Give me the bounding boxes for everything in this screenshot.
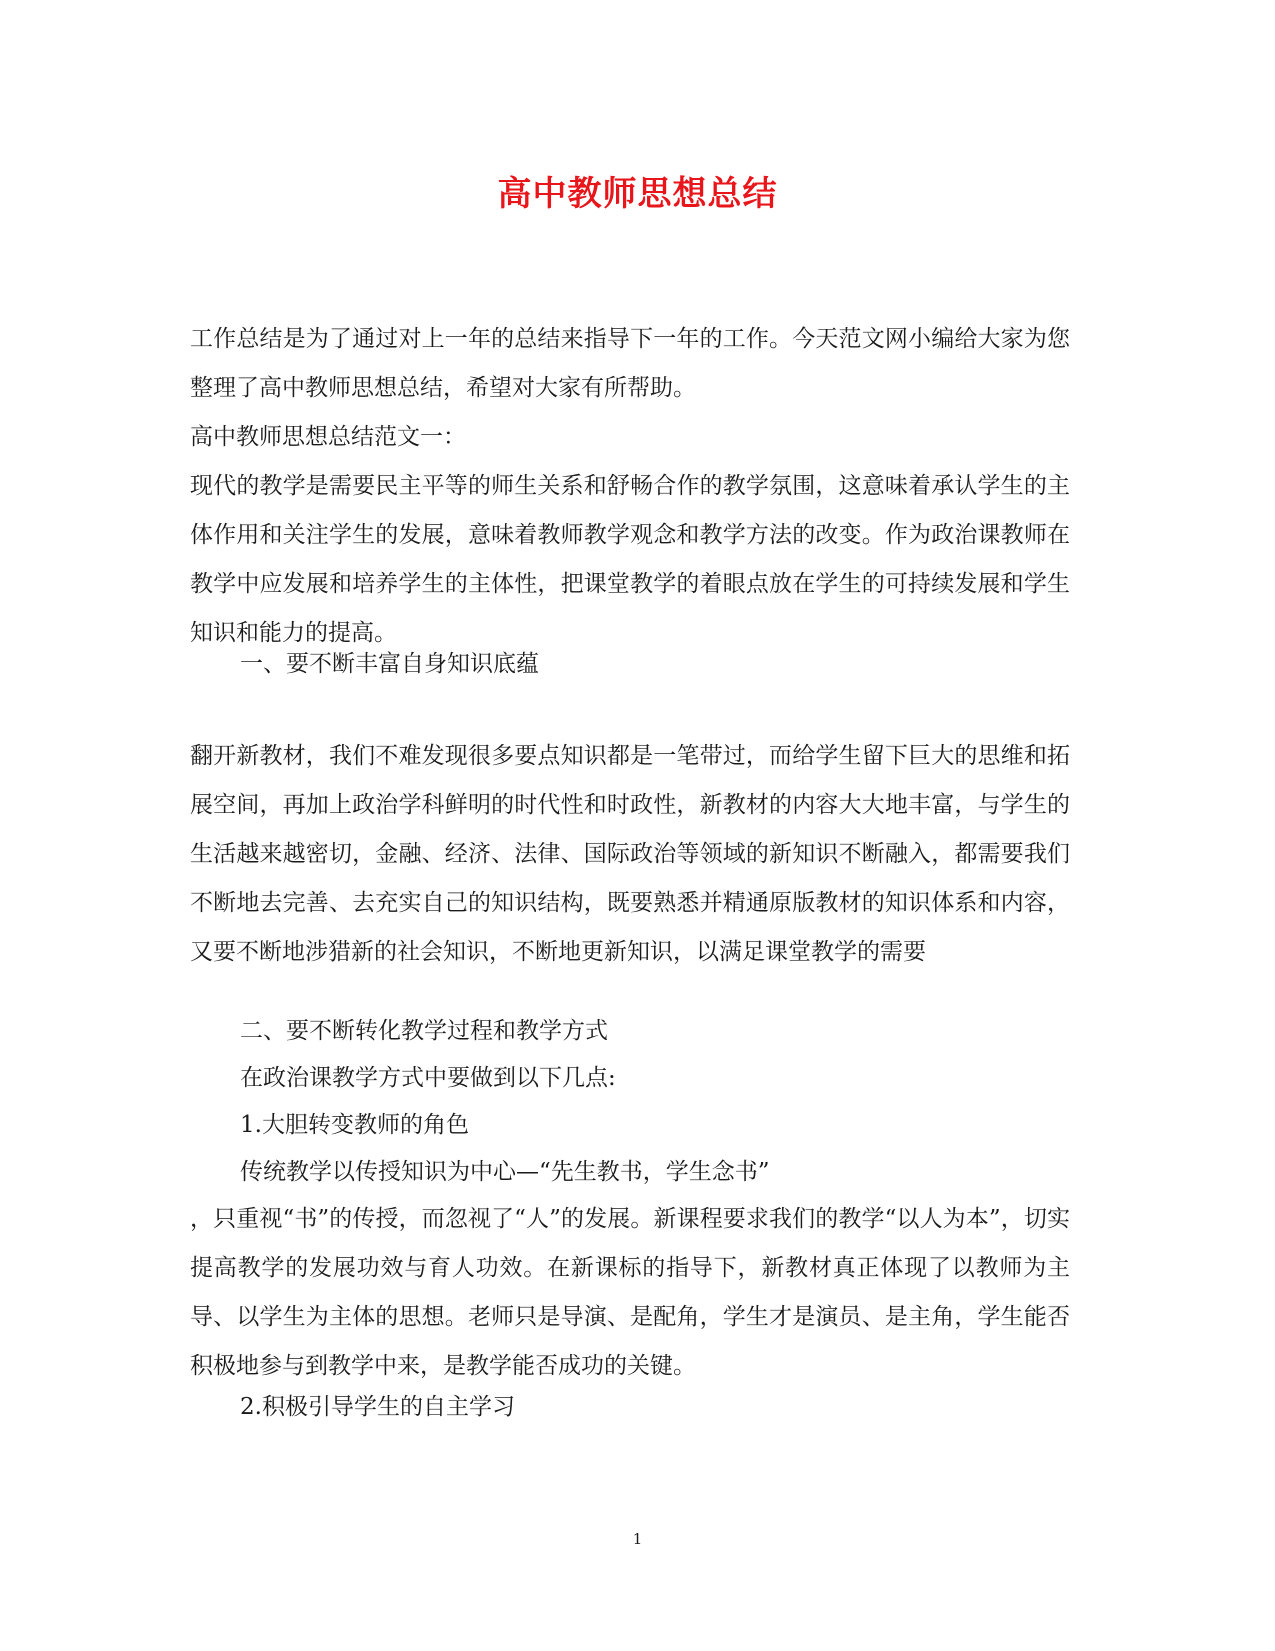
point-2-heading: 2.积极引导学生的自主学习	[240, 1394, 515, 1420]
section-heading-2: 二、要不断转化教学过程和教学方式	[240, 1018, 608, 1044]
page-number: 1	[632, 1530, 643, 1548]
point-1-heading: 1.大胆转变教师的角色	[240, 1112, 469, 1138]
sample-label: 高中教师思想总结范文一：	[190, 424, 466, 450]
section-heading-1: 一、要不断丰富自身知识底蕴	[240, 651, 539, 677]
intro-paragraph: 工作总结是为了通过对上一年的总结来指导下一年的工作。今天范文网小编给大家为您整理了高中教师思想总结，希望对大家有所帮助。	[190, 326, 1070, 401]
body-paragraph-2: 翻开新教材，我们不难发现很多要点知识都是一笔带过，而给学生留下巨大的思维和拓展空间，再加上政治学科鲜明的时代性和时政性，新教材的内容大大地丰富，与学生的生活越来越密切，金融、经济、法律、国际政治等领域的新知识不断融入，都需要我们不断地去完善、去充实自己的知识结构，既要熟悉并精通原版教材的知识体系和内容，又要不断地涉猎新的社会知识，不断地更新知识，以满足课堂教学的需要	[190, 743, 1070, 965]
point-1-quote: 传统教学以传授知识为中心—“先生教书，学生念书”	[240, 1159, 770, 1185]
body-paragraph-1: 现代的教学是需要民主平等的师生关系和舒畅合作的教学氛围，这意味着承认学生的主体作用和关注学生的发展，意味着教师教学观念和教学方法的改变。作为政治课教师在教学中应发展和培养学生的主体性，把课堂教学的着眼点放在学生的可持续发展和学生知识和能力的提高。	[190, 473, 1070, 646]
document-title: 高中教师思想总结	[497, 174, 778, 214]
body-paragraph-3: ，只重视“书”的传授，而忽视了“人”的发展。新课程要求我们的教学“以人为本”，切实提高教学的发展功效与育人功效。在新课标的指导下，新教材真正体现了以教师为主导、以学生为主体的思想。老师只是导演、是配角，学生才是演员、是主角，学生能否积极地参与到教学中来，是教学能否成功的关键。	[190, 1206, 1070, 1379]
points-intro: 在政治课教学方式中要做到以下几点:	[240, 1065, 616, 1091]
